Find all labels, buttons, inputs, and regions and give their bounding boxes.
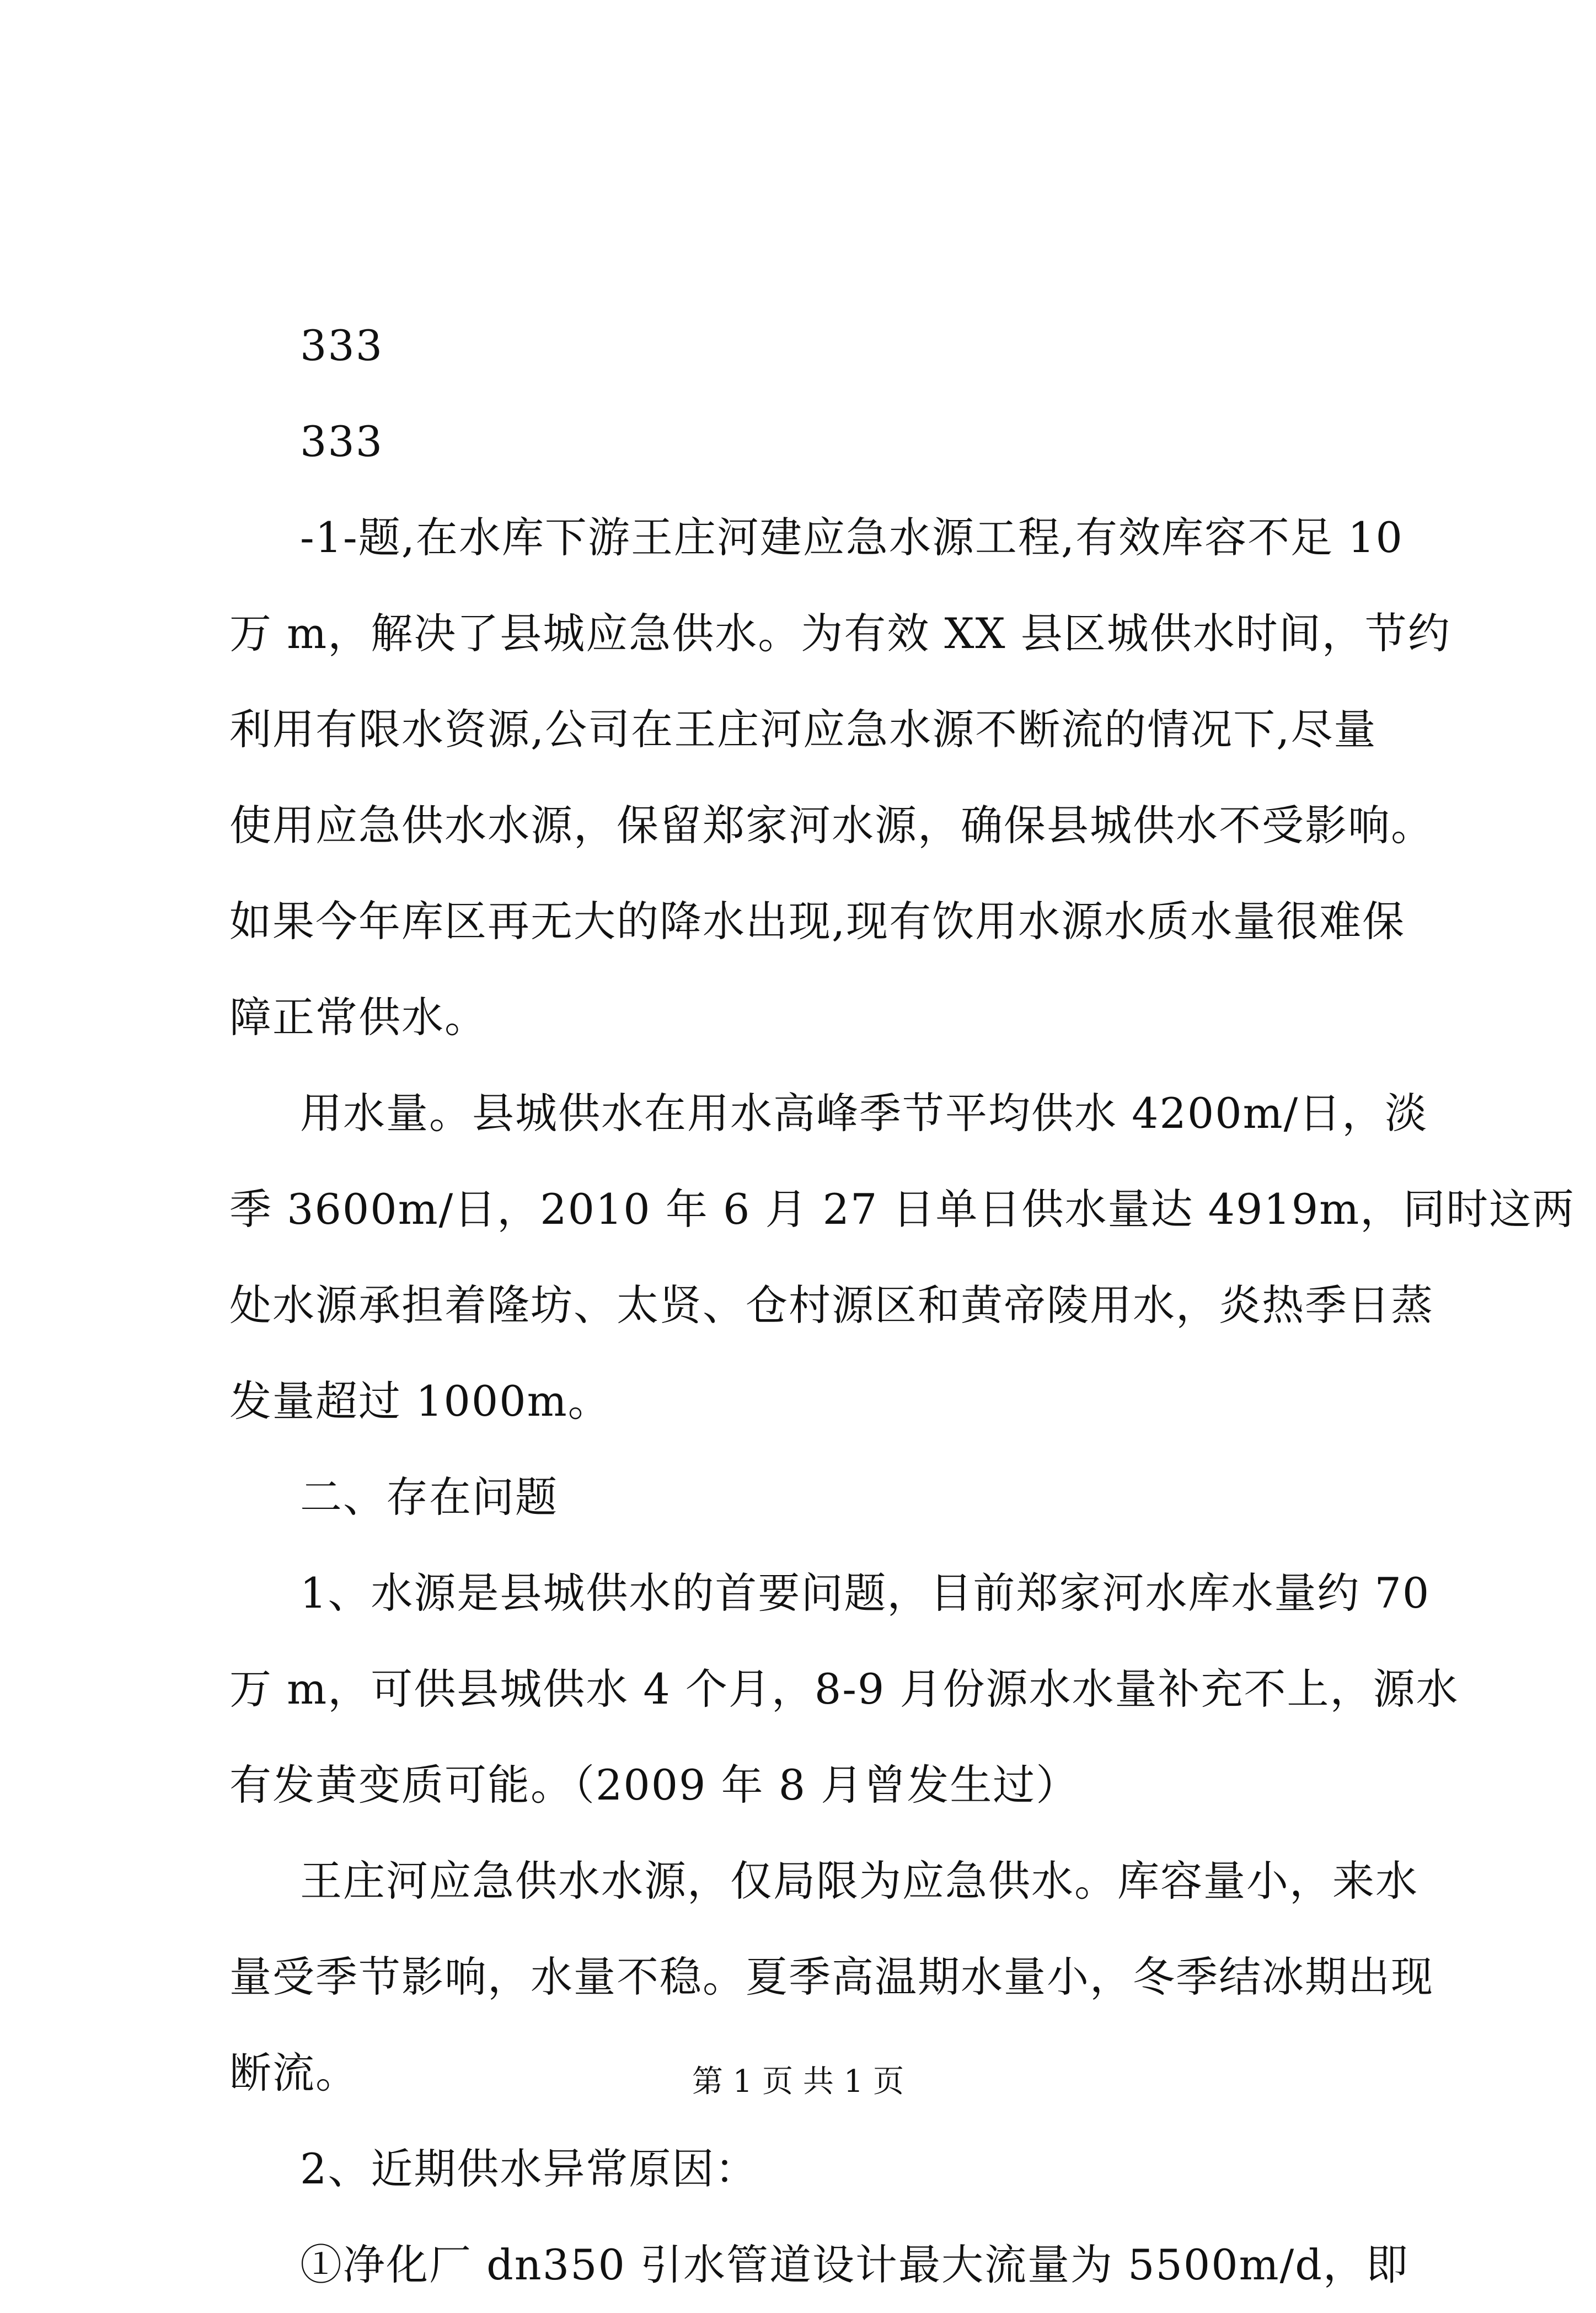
paragraph-start: 王庄河应急供水水源，仅局限为应急供水。库容量小，来水 — [300, 1856, 1418, 1905]
text-line: 万 m，可供县城供水 4 个月，8-9 月份源水水量补充不上，源水 — [229, 1664, 1459, 1714]
text-line: 有发黄变质可能。（2009 年 8 月曾发生过） — [229, 1760, 1079, 1809]
text-line: 利用有限水资源,公司在王庄河应急水源不断流的情况下,尽量 — [229, 705, 1377, 754]
body-text — [229, 298, 1576, 2313]
paragraph-start: 2、近期供水异常原因： — [300, 2144, 758, 2193]
section-heading: 二、存在问题 — [300, 1473, 558, 1522]
text-line: 障正常供水。 — [229, 993, 488, 1042]
text-line: 处水源承担着隆坊、太贤、仓村源区和黄帝陵用水，炎热季日蒸 — [229, 1281, 1434, 1330]
text-line: 万 m，解决了县城应急供水。为有效 XX 县区城供水时间，节约 — [229, 609, 1451, 658]
text-line: 发量超过 1000m。 — [229, 1377, 611, 1426]
paragraph-start: 用水量。县城供水在用水高峰季节平均供水 4200m/日，淡 — [300, 1089, 1428, 1138]
page-footer: 第 1 页 共 1 页 — [692, 2064, 904, 2100]
paragraph-start: -1-题,在水库下游王庄河建应急水源工程,有效库容不足 10 — [300, 513, 1404, 562]
text-line: 333 — [300, 321, 384, 370]
text-line: 季 3600m/日，2010 年 6 月 27 日单日供水量达 4919m，同时这两 — [229, 1185, 1576, 1234]
text-line: 333 — [300, 417, 384, 466]
paragraph-start: ①净化厂 dn350 引水管道设计最大流量为 5500m/d，即 — [300, 2240, 1409, 2289]
paragraph-start: 1、水源是县城供水的首要问题，目前郑家河水库水量约 70 — [300, 1568, 1431, 1618]
text-line: 量受季节影响，水量不稳。夏季高温期水量小，冬季结冰期出现 — [229, 1952, 1434, 2001]
text-line: 断流。 — [229, 2048, 358, 2097]
text-line: 如果今年库区再无大的降水出现,现有饮用水源水质水量很难保 — [229, 897, 1406, 946]
text-line: 使用应急供水水源，保留郑家河水源，确保县城供水不受影响。 — [229, 801, 1434, 850]
